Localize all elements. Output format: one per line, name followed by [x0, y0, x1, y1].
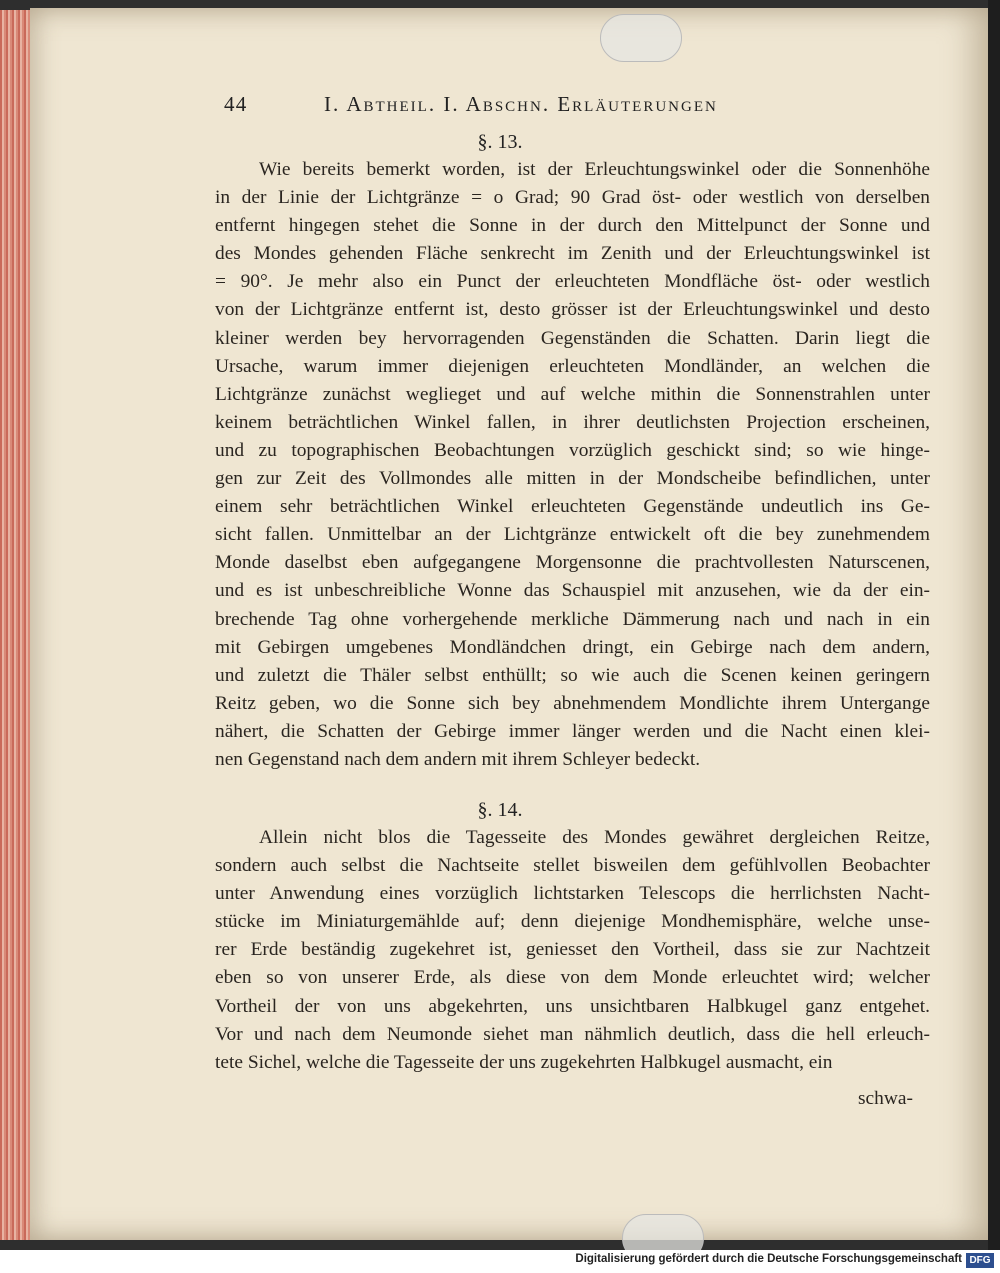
text-line: kleiner werden bey hervorragenden Gegenständen die Schatten. Darin liegt die: [215, 327, 930, 349]
text-line: einem sehr beträchtlichen Winkel erleuchteten Gegenstände undeutlich ins Ge-: [215, 496, 930, 518]
section-14-text: [215, 824, 930, 1077]
text-line: Allein nicht blos die Tagesseite des Mondes gewähret dergleichen Reitze,: [259, 827, 930, 848]
section-13-text: [215, 156, 930, 774]
text-line: Lichtgränze zunächst weglieget und auf welche mithin die Sonnenstrahlen unter: [215, 383, 930, 405]
digitization-footer: [0, 1250, 1000, 1273]
text-line: von der Lichtgränze entfernt ist, desto grösser ist der Erleuchtungswinkel und desto: [215, 299, 930, 321]
running-header: [224, 92, 814, 122]
text-line: und zuletzt die Thäler selbst enthüllt; so wie auch die Scenen keinen geringern: [215, 664, 930, 686]
text-line: sondern auch selbst die Nachtseite stellet bisweilen dem gefühlvollen Beobachter: [215, 855, 930, 877]
text-line: Vortheil der von uns abgekehrten, uns unsichtbaren Halbkugel ganz entgehet.: [215, 995, 930, 1017]
text-line: Monde daselbst eben aufgegangene Morgensonne die prachtvollesten Naturscenen,: [215, 552, 930, 574]
text-line: = 90°. Je mehr also ein Punct der erleuchteten Mondfläche öst- oder westlich: [215, 271, 930, 293]
text-line: keinem beträchtlichen Winkel fallen, in ihrer deutlichsten Projection erscheinen,: [215, 411, 930, 433]
text-line: entfernt hingegen stehet die Sonne in der durch den Mittelpunct der Sonne und: [215, 215, 930, 237]
page-edge-stack: [0, 10, 30, 1240]
text-line: und es ist unbeschreibliche Wonne das Schauspiel mit anzusehen, wie da der ein-: [215, 580, 930, 602]
page-clip-top: [600, 14, 682, 62]
binding-edge: [988, 0, 1000, 1250]
text-line: nähert, die Schatten der Gebirge immer länger werden und die Nacht einen klei-: [215, 720, 930, 742]
text-line: stücke im Miniaturgemählde auf; denn diejenige Mondhemisphäre, welche unse-: [215, 911, 930, 933]
page-number: 44: [224, 92, 248, 116]
text-line: Ursache, warum immer diejenigen erleuchteten Mondländer, an welchen die: [215, 355, 930, 377]
text-line: eben so von unserer Erde, als diese von dem Monde erleuchtet wird; welcher: [215, 967, 930, 989]
text-line: tete Sichel, welche die Tagesseite der uns zugekehrten Halbkugel ausmacht, ein: [215, 1051, 833, 1073]
text-line: Reitz geben, wo die Sonne sich bey abnehmendem Mondlichte ihrem Untergange: [215, 692, 930, 714]
dfg-logo: DFG: [966, 1253, 994, 1268]
text-line: gen zur Zeit des Vollmondes alle mitten in der Mondscheibe befindlichen, unter: [215, 468, 930, 490]
text-line: Wie bereits bemerkt worden, ist der Erleuchtungswinkel oder die Sonnenhöhe: [259, 159, 930, 180]
text-line: in der Linie der Lichtgränze = o Grad; 90 Grad öst- oder westlich von derselben: [215, 187, 930, 209]
catchword: schwa-: [858, 1088, 913, 1109]
section-heading-13: §. 13.: [477, 131, 523, 153]
section-heading-14: §. 14.: [477, 799, 523, 821]
text-line: nen Gegenstand nach dem andern mit ihrem Schleyer bedeckt.: [215, 748, 701, 770]
text-line: mit Gebirgen umgebenes Mondländchen dringt, ein Gebirge nach dem andern,: [215, 636, 930, 658]
text-line: und zu topographischen Beobachtungen vorzüglich geschickt sind; so wie hinge-: [215, 439, 930, 461]
text-line: des Mondes gehenden Fläche senkrecht im Zenith und der Erleuchtungswinkel ist: [215, 243, 930, 265]
text-line: rer Erde beständig zugekehret ist, geniesset den Vortheil, dass sie zur Nachtzeit: [215, 939, 930, 961]
running-title: I. Abtheil. I. Abschn. Erläuterungen: [324, 92, 718, 116]
text-line: brechende Tag ohne vorhergehende merkliche Dämmerung nach und nach in ein: [215, 608, 930, 630]
text-line: sicht fallen. Unmittelbar an der Lichtgränze entwickelt oft die bey zunehmendem: [215, 524, 930, 546]
footer-credit: Digitalisierung gefördert durch die Deutsche Forschungsgemeinschaft: [575, 1253, 962, 1265]
text-line: unter Anwendung eines vorzüglich lichtstarken Telescops die herrlichsten Nacht-: [215, 883, 930, 905]
text-line: Vor und nach dem Neumonde siehet man nähmlich deutlich, dass die hell erleuch-: [215, 1023, 930, 1045]
